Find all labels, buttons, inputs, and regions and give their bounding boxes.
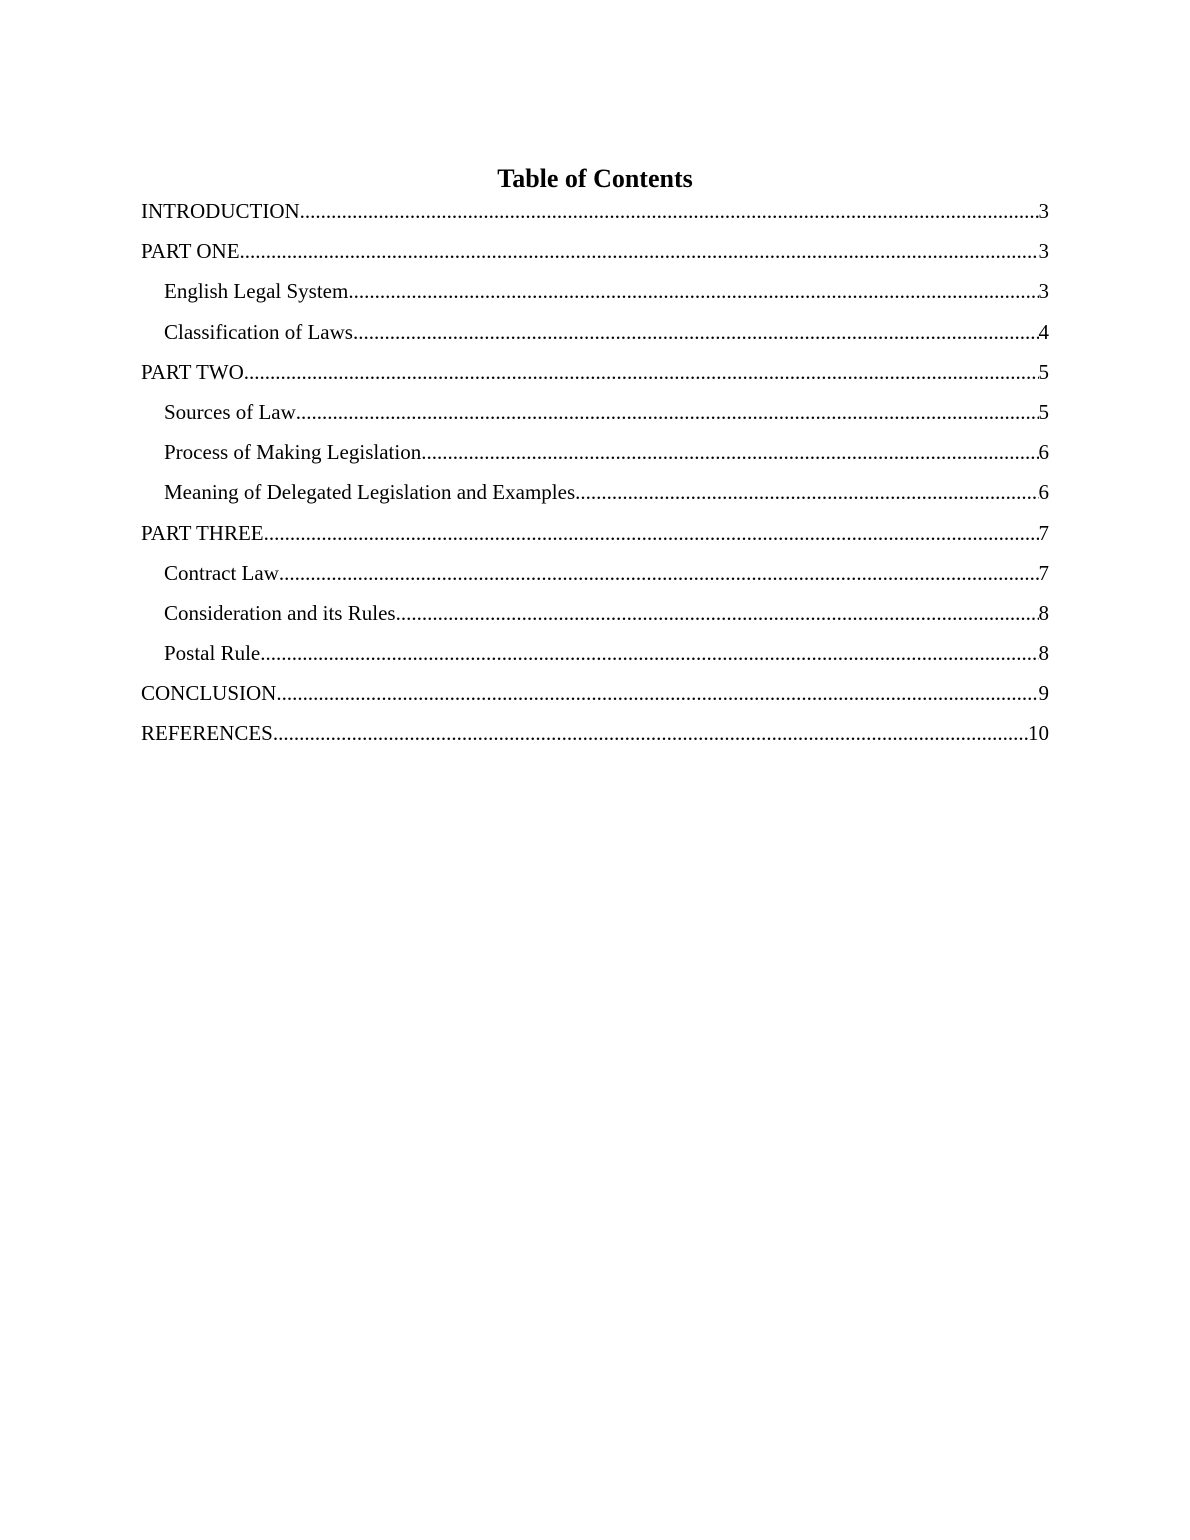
toc-page-number: 5 bbox=[1038, 359, 1049, 384]
toc-page-number: 7 bbox=[1038, 520, 1049, 545]
toc-dot-leader bbox=[276, 678, 1038, 708]
toc-entry-postal-rule[interactable] bbox=[141, 638, 1049, 678]
toc-entry-part-two[interactable] bbox=[141, 357, 1049, 397]
toc-entry-references[interactable] bbox=[141, 718, 1049, 758]
toc-entry-text: Postal Rule bbox=[164, 641, 261, 666]
toc-dot-leader bbox=[348, 276, 1038, 306]
toc-dot-leader bbox=[244, 357, 1039, 387]
toc-dot-leader bbox=[421, 437, 1038, 467]
toc-dot-leader bbox=[273, 718, 1028, 748]
toc-entry-text: Classification of Laws bbox=[164, 319, 353, 344]
toc-page-number: 3 bbox=[1038, 239, 1049, 264]
toc-page-number: 6 bbox=[1038, 480, 1049, 505]
toc-page-number: 9 bbox=[1038, 681, 1049, 706]
toc-page-number: 3 bbox=[1038, 279, 1049, 304]
toc-entry-classification-of-laws[interactable] bbox=[141, 317, 1049, 357]
toc-dot-leader bbox=[279, 558, 1039, 588]
toc-entry-contract-law[interactable] bbox=[141, 558, 1049, 598]
toc-title: Table of Contents bbox=[497, 164, 693, 193]
toc-entry-text: Meaning of Delegated Legislation and Examples bbox=[164, 480, 576, 505]
toc-entry-text: PART ONE bbox=[141, 239, 240, 264]
toc-entry-consideration-and-its-rules[interactable] bbox=[141, 598, 1049, 638]
toc-dot-leader bbox=[264, 518, 1039, 548]
toc-dot-leader bbox=[240, 236, 1039, 266]
toc-page-number: 6 bbox=[1038, 440, 1049, 465]
toc-entry-delegated-legislation[interactable] bbox=[141, 477, 1049, 517]
toc-entry-text: PART THREE bbox=[141, 520, 264, 545]
toc-page-number: 8 bbox=[1038, 600, 1049, 625]
toc-page-number: 3 bbox=[1038, 199, 1049, 223]
toc-entry-text: CONCLUSION bbox=[141, 681, 277, 706]
toc-dot-leader bbox=[300, 196, 1039, 226]
toc-page-number: 10 bbox=[1028, 721, 1049, 746]
toc-entry-introduction[interactable] bbox=[141, 196, 1049, 236]
toc-dot-leader bbox=[396, 598, 1039, 628]
toc-entry-sources-of-law[interactable] bbox=[141, 397, 1049, 437]
toc-list bbox=[141, 196, 1049, 759]
toc-entry-text: Sources of Law bbox=[164, 399, 296, 424]
toc-entry-conclusion[interactable] bbox=[141, 678, 1049, 718]
toc-entry-text: English Legal System bbox=[164, 279, 349, 304]
toc-dot-leader bbox=[260, 638, 1038, 668]
toc-entry-text: INTRODUCTION bbox=[141, 199, 300, 223]
toc-entry-text: REFERENCES bbox=[141, 721, 273, 746]
toc-entry-process-of-making-legislation[interactable] bbox=[141, 437, 1049, 477]
toc-page-number: 7 bbox=[1038, 560, 1049, 585]
toc-dot-leader bbox=[353, 317, 1039, 347]
toc-entry-text: Process of Making Legislation bbox=[164, 440, 422, 465]
toc-page-number: 8 bbox=[1038, 641, 1049, 666]
toc-entry-part-three[interactable] bbox=[141, 518, 1049, 558]
toc-entry-text: PART TWO bbox=[141, 359, 244, 384]
toc-entry-text: Contract Law bbox=[164, 560, 279, 585]
toc-page-number: 4 bbox=[1038, 319, 1049, 344]
toc-page-number: 5 bbox=[1038, 399, 1049, 424]
toc-dot-leader bbox=[575, 477, 1038, 507]
toc-entry-english-legal-system[interactable] bbox=[141, 276, 1049, 316]
toc-dot-leader bbox=[296, 397, 1039, 427]
toc-entry-text: Consideration and its Rules bbox=[164, 600, 396, 625]
toc-entry-part-one[interactable] bbox=[141, 236, 1049, 276]
